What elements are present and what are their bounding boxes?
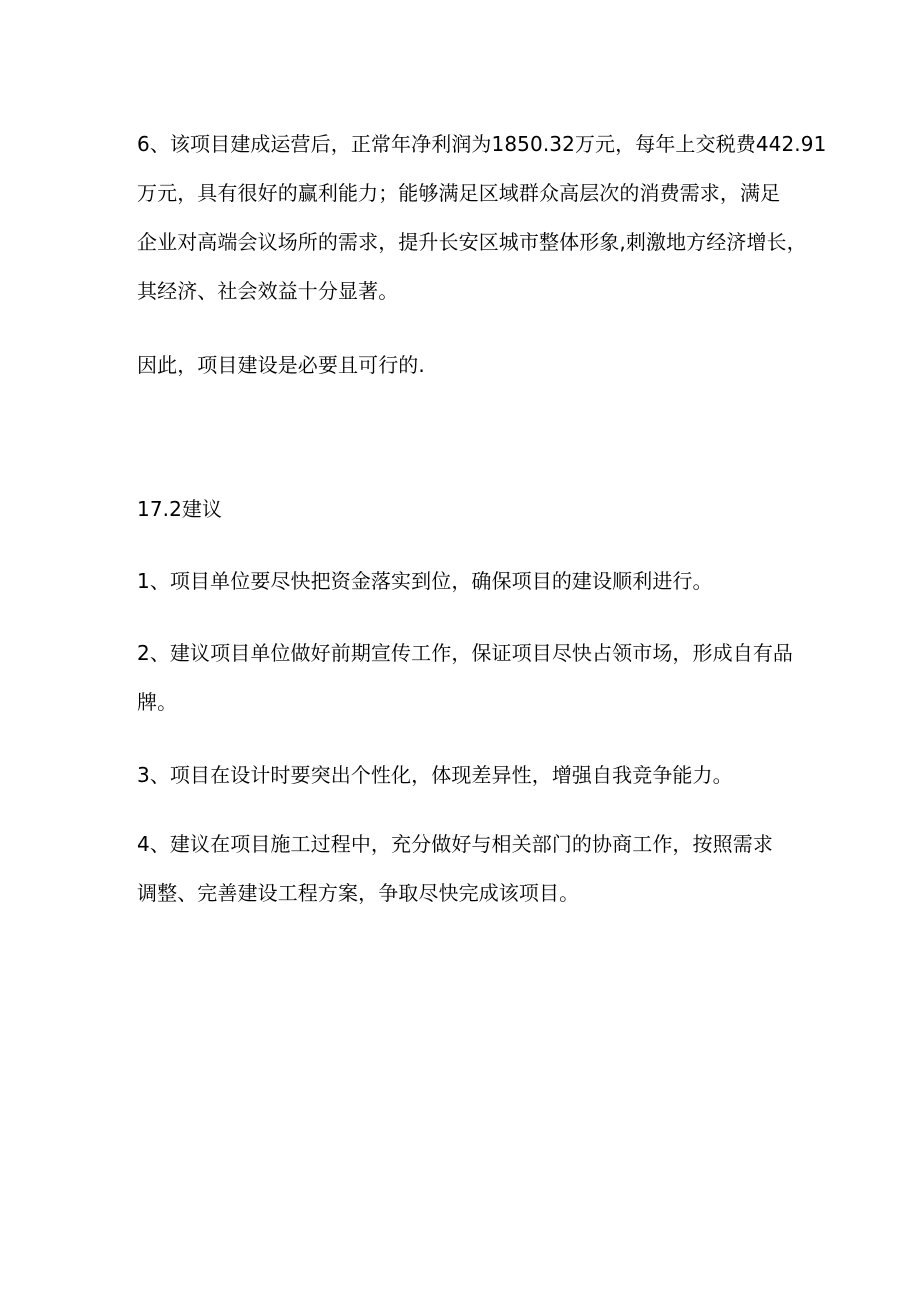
paragraph-line: 调整、完善建设工程方案，争取尽快完成该项目。 — [137, 881, 580, 905]
summary-text: 因此，项目建设是必要且可行的. — [137, 353, 425, 377]
paragraph-line: 其经济、社会效益十分显著。 — [137, 279, 399, 303]
paragraph-summary — [137, 341, 787, 390]
paragraph-line: 牌。 — [137, 690, 178, 714]
paragraph-line: 万元，具有很好的赢利能力；能够满足区域群众高层次的消费需求，满足 — [137, 181, 781, 205]
recommendation-item-4 — [137, 820, 787, 918]
paragraph-line: 1、项目单位要尽快把资金落实到位，确保项目的建设顺利进行。 — [137, 569, 713, 593]
recommendation-item-3 — [137, 751, 787, 800]
paragraph-line: 6、该项目建成运营后，正常年净利润为1850.32万元，每年上交税费442.91 — [137, 132, 827, 156]
section-heading-text: 17.2建议 — [137, 497, 223, 521]
recommendation-item-2 — [137, 629, 794, 727]
section-heading — [137, 485, 787, 534]
paragraph-line: 4、建议在项目施工过程中，充分做好与相关部门的协商工作，按照需求 — [137, 832, 773, 856]
paragraph-item-6 — [137, 120, 827, 316]
paragraph-line: 3、项目在设计时要突出个性化，体现差异性，增强自我竞争能力。 — [137, 763, 733, 787]
paragraph-line: 企业对高端会议场所的需求，提升长安区城市整体形象,刺激地方经济增长， — [137, 230, 807, 254]
recommendation-item-1 — [137, 557, 787, 606]
paragraph-line: 2、建议项目单位做好前期宣传工作，保证项目尽快占领市场，形成自有品 — [137, 641, 794, 665]
